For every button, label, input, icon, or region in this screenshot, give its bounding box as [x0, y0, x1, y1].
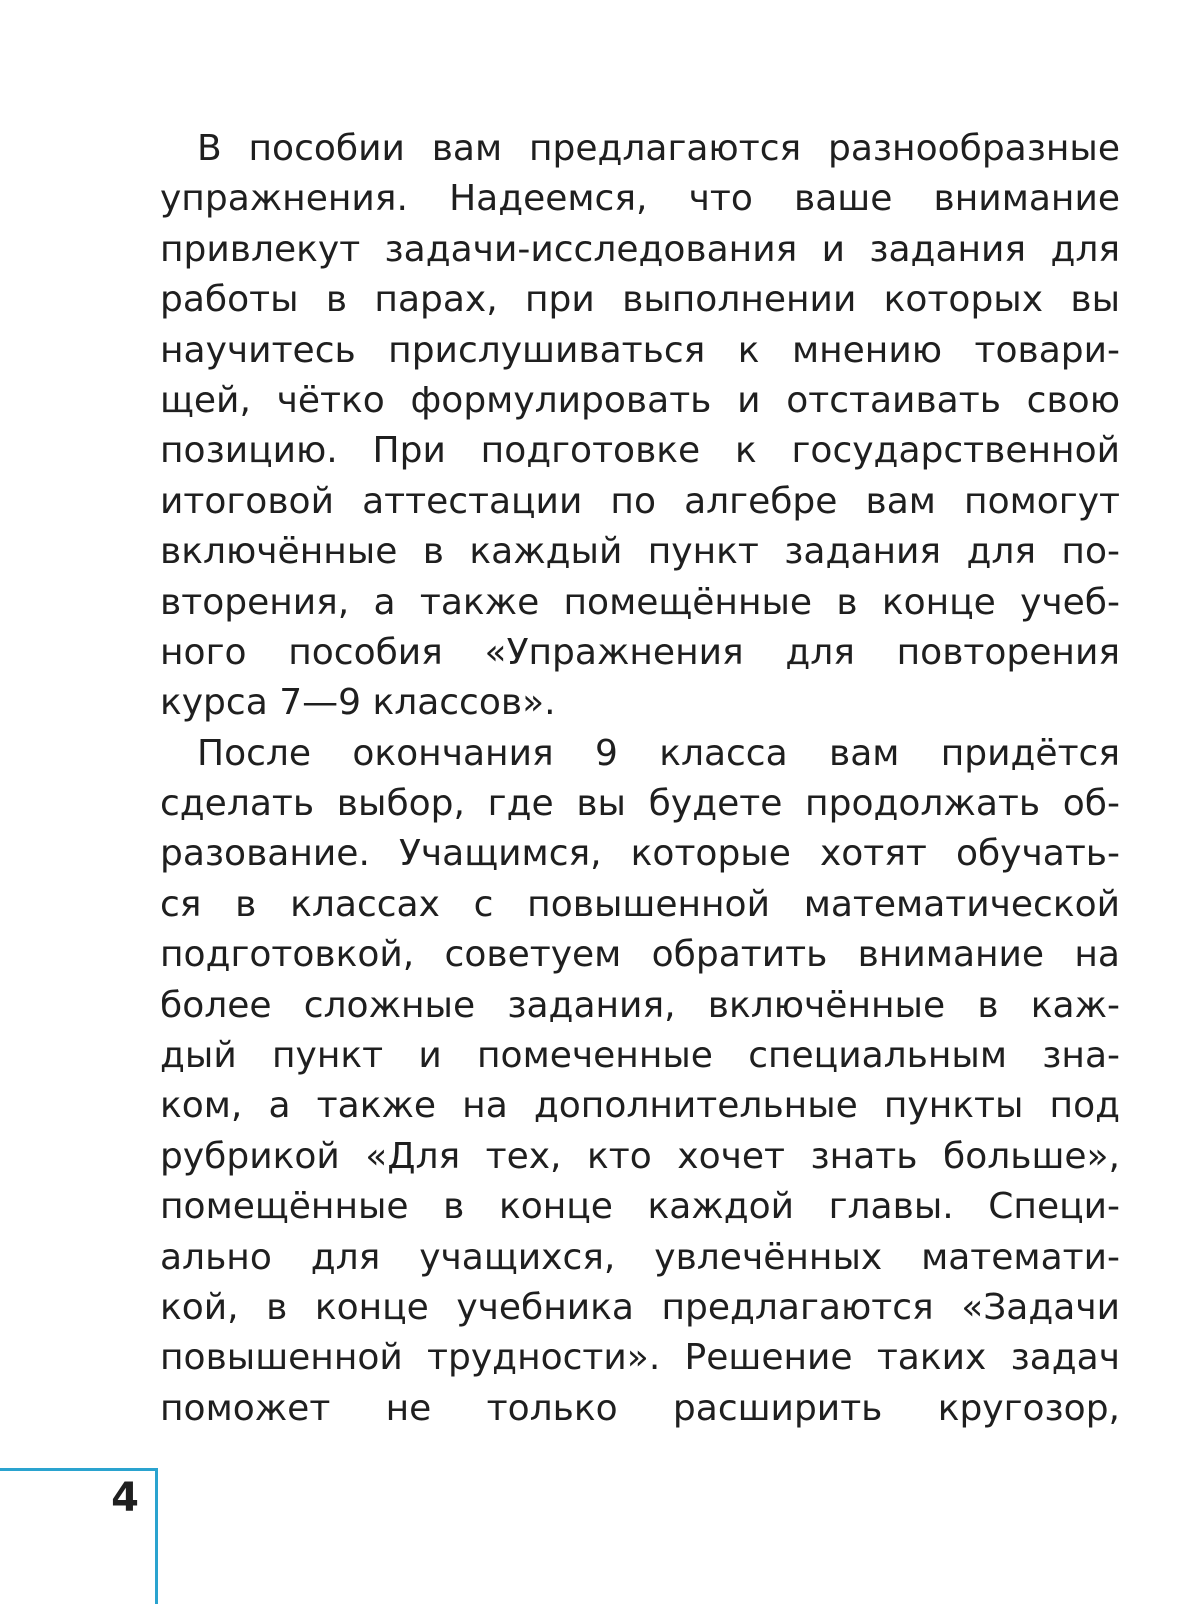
paragraph-2: [160, 729, 1120, 1434]
text-line: рубрикой «Для тех, кто хочет знать больше»,: [160, 1135, 1120, 1177]
page-number: 4: [111, 1475, 139, 1521]
text-line: включённые в каждый пункт задания для по-: [160, 531, 1120, 573]
text-line: курса 7—9 классов».: [160, 682, 556, 724]
text-line: поможет не только расширить кругозор,: [160, 1387, 1120, 1429]
text-line: дый пункт и помеченные специальным зна-: [160, 1035, 1120, 1077]
text-line: ся в классах с повышенной математической: [160, 883, 1120, 925]
text-line: После окончания 9 класса вам придётся: [197, 732, 1120, 774]
text-line: В пособии вам предлагаются разнообразные: [197, 128, 1120, 169]
paragraph-1: [160, 124, 1120, 729]
text-line: помещённые в конце каждой главы. Специ-: [160, 1186, 1120, 1228]
text-line: более сложные задания, включённые в каж-: [160, 984, 1120, 1026]
text-line: научитесь прислушиваться к мнению товари-: [160, 329, 1120, 371]
text-line: разование. Учащимся, которые хотят обучать-: [160, 833, 1120, 875]
text-line: ком, а также на дополнительные пункты под: [160, 1085, 1120, 1127]
text-line: работы в парах, при выполнении которых вы: [160, 279, 1120, 321]
text-line: вторения, а также помещённые в конце учеб-: [160, 581, 1120, 623]
text-line: подготовкой, советуем обратить внимание на: [160, 934, 1120, 976]
text-line: кой, в конце учебника предлагаются «Задачи: [160, 1286, 1120, 1328]
text-line: повышенной трудности». Решение таких задач: [160, 1337, 1120, 1379]
text-line: ного пособия «Упражнения для повторения: [160, 631, 1120, 673]
page-number-frame: [0, 1468, 158, 1604]
text-line: позицию. При подготовке к государственной: [160, 430, 1120, 472]
text-line: упражнения. Надеемся, что ваше внимание: [160, 178, 1120, 220]
text-line: итоговой аттестации по алгебре вам помогут: [160, 480, 1120, 522]
text-line: привлекут задачи-исследования и задания для: [160, 228, 1120, 270]
text-line: сделать выбор, где вы будете продолжать об-: [160, 783, 1120, 825]
body-text: [160, 124, 1120, 1434]
text-line: щей, чётко формулировать и отстаивать свою: [160, 379, 1120, 421]
text-line: ально для учащихся, увлечённых математи-: [160, 1236, 1120, 1278]
